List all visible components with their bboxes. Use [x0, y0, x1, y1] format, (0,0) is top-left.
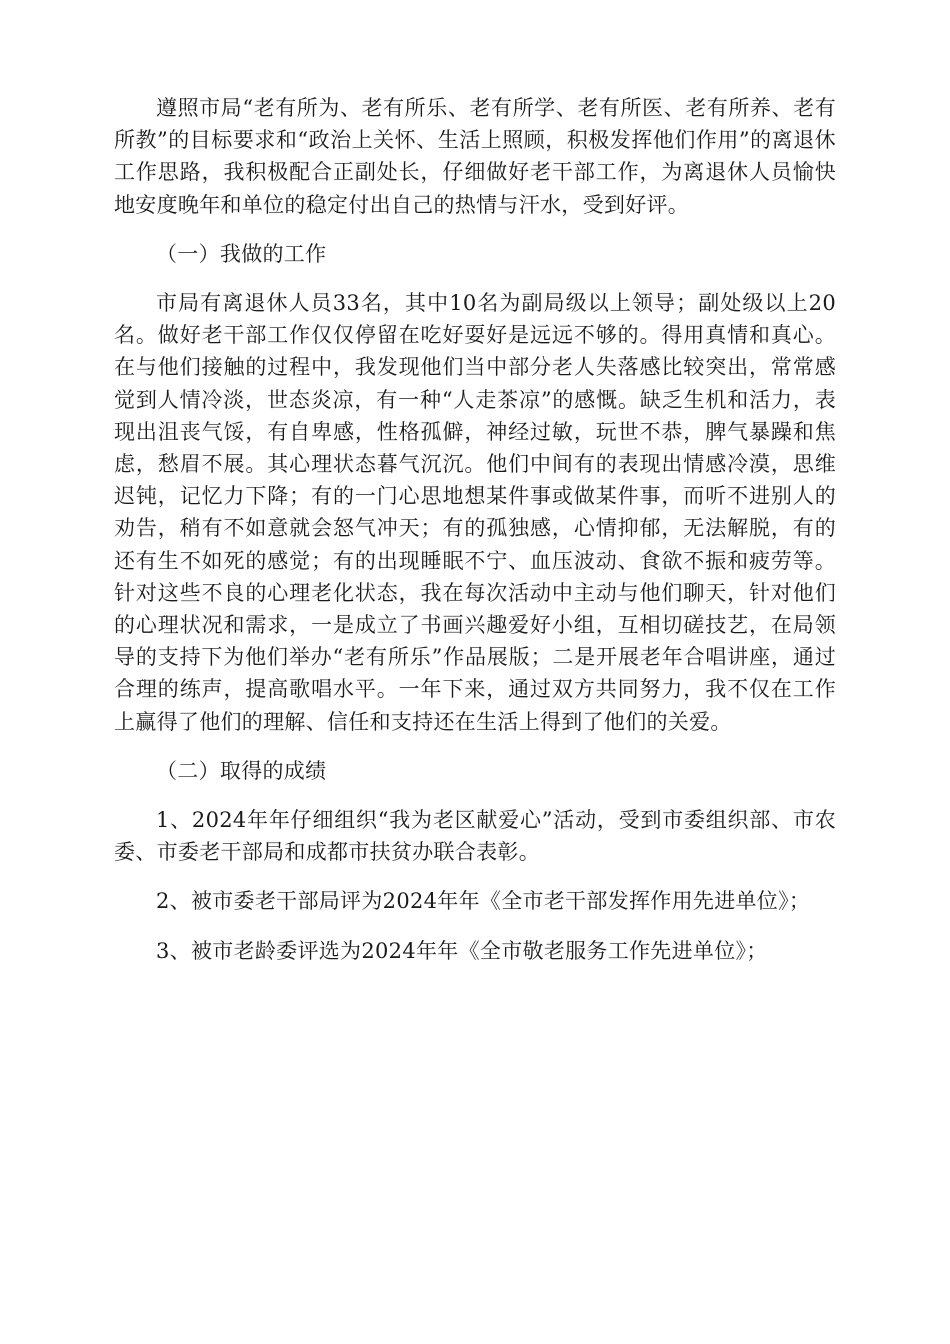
- document-page: [114, 92, 836, 967]
- work-paragraph: 市局有离退休人员33名，其中10名为副局级以上领导；副处级以上20名。做好老干部工作仅仅停留在吃好耍好是远远不够的。得用真情和真心。在与他们接触的过程中，我发现他们当中部分老人失落感比较突出，常常感觉到人情冷淡，世态炎凉，有一种“人走茶凉”的感慨。缺乏生机和活力，表现出沮丧气馁，有自卑感，性格孤僻，神经过敏，玩世不恭，脾气暴躁和焦虑，愁眉不展。其心理状态暮气沉沉。他们中间有的表现出情感冷漠，思维迟钝，记忆力下降；有的一门心思地想某件事或做某件事，而听不进别人的劝告，稍有不如意就会怒气冲天；有的孤独感，心情抑郁，无法解脱，有的还有生不如死的感觉；有的出现睡眠不宁、血压波动、食欲不振和疲劳等。针对这些不良的心理老化状态，我在每次活动中主动与他们聊天，针对他们的心理状况和需求，一是成立了书画兴趣爱好小组，互相切磋技艺，在局领导的支持下为他们举办“老有所乐”作品展版；二是开展老年合唱讲座，通过合理的练声，提高歌唱水平。一年下来，通过双方共同努力，我不仅在工作上赢得了他们的理解、信任和支持还在生活上得到了他们的关爱。: [114, 291, 836, 734]
- intro-paragraph: 遵照市局“老有所为、老有所乐、老有所学、老有所医、老有所养、老有所教”的目标要求和“政治上关怀、生活上照顾，积极发挥他们作用”的离退休工作思路，我积极配合正副处长，仔细做好老干部工作，为离退休人员愉快地安度晚年和单位的稳定付出自己的热情与汗水，受到好评。: [114, 96, 836, 217]
- achievement-item-1: 1、2024年年仔细组织“我为老区献爱心”活动，受到市委组织部、市农委、市委老干部局和成都市扶贫办联合表彰。: [114, 808, 836, 865]
- section-heading-work: （一）我做的工作: [156, 241, 327, 266]
- achievement-item-3: 3、被市老龄委评选为2024年年《全市敬老服务工作先进单位》；: [156, 938, 768, 963]
- section-heading-achievements: （二）取得的成绩: [156, 758, 327, 783]
- achievement-item-2: 2、被市委老干部局评为2024年年《全市老干部发挥作用先进单位》；: [156, 889, 811, 914]
